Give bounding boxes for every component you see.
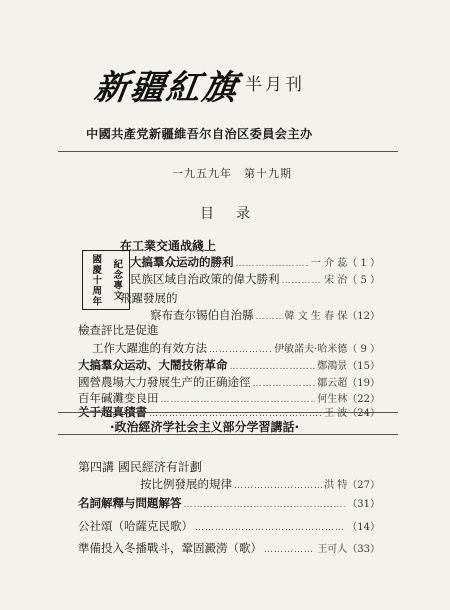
toc-entry-page: （ 1 ） [347,258,380,269]
leader-dots [230,362,316,372]
leader-dots [264,545,315,555]
leader-dots [184,500,346,510]
issue-number: 第十九期 [244,167,292,180]
publisher-line: 中國共產党新疆維吾尔自治区委員会主办 [86,127,313,141]
toc-entry-page: （33） [347,544,380,555]
toc-entry-author: 一 介 蕊 [310,258,348,269]
seal-text-1: 紀念專文 [111,259,123,301]
lecture-heading: 第四講 國民經济有計劃 [78,460,202,474]
section-banner-political-economy: ·政治經济学社会主义部分学習講話· [110,420,300,434]
toc-entry-title: 檢查評比是促進 [78,323,159,337]
toc-entry-title: 工作大躍進的有效方法 [92,341,207,355]
leader-dots [209,345,272,355]
toc-entry-title: 國營農場大力發展生产的正确途徑 [78,375,251,389]
leader-dots [195,523,345,533]
toc-entry-page: （24） [347,408,380,419]
masthead [91,60,335,112]
toc-entry[interactable] [78,322,228,338]
toc-entry-page: （14） [347,522,380,533]
toc-entry-author: 洪 特 [324,480,348,491]
section-heading-industry: 在工業交通战綫上 [120,239,217,253]
toc-heading: 目录 [200,206,272,222]
toc-entry[interactable] [92,340,380,356]
toc-entry-page: （19） [347,378,380,389]
toc-entry-title: 百年碱灘变良田 [78,391,159,405]
masthead-frequency: 半月刊 [245,75,305,95]
issue-date: 一九五九年 [172,167,232,180]
divider-mid-upper [58,412,398,413]
toc-entry-author: 鄭鴻景 [317,361,348,372]
leader-dots [256,312,283,322]
toc-entry[interactable] [78,374,380,390]
toc-entry-title: 飛躍發展的 [120,291,178,305]
toc-entry-author: 王可人 [317,544,348,555]
seal-text-2: 國慶十周年 [90,253,102,307]
toc-entry-author: 王 波 [324,408,348,419]
toc-entry-page: （31） [347,499,380,510]
leader-dots [282,276,323,286]
toc-entry-title: 公社頌（哈薩克民歌） [78,519,193,533]
toc-entry[interactable] [78,357,380,373]
toc-entry[interactable] [78,518,380,534]
toc-entry-page: （27） [347,480,380,491]
toc-entry-author: 伊敏諾夫·哈米德 [274,344,348,355]
toc-entry[interactable] [130,254,380,270]
toc-entry-title: 按比例發展的規律 [140,477,232,491]
toc-entry-author: 韓 文 生 春 保 [284,311,348,322]
toc-entry-title: 大搞羣众运动的勝利 [130,255,234,269]
toc-entry-author: 鄒云超 [317,378,348,389]
toc-entry-page: （ 5 ） [347,275,380,286]
toc-entry-title: 準備投入冬播戰斗，鞏固澱澇（歌） [78,541,262,555]
toc-entry-page: （12） [347,311,380,322]
toc-entry-title: 察布查尔锡伯自治縣 [150,308,254,322]
toc-entry-page: （ 9 ） [347,344,380,355]
toc-entry-title: 名詞解釋与問題解答 [78,496,182,510]
toc-entry-title: 关于超真積書 [78,405,147,419]
toc-entry[interactable] [78,495,380,511]
toc-entry[interactable] [130,271,380,287]
toc-entry[interactable] [140,476,380,492]
toc-entry-author: 宋 治 [324,275,348,286]
toc-entry[interactable] [78,540,380,556]
divider-top [58,151,398,152]
toc-entry[interactable] [120,290,270,306]
masthead-title: 新疆紅旗 [91,68,242,108]
toc-entry-page: （22） [347,394,380,405]
toc-entry[interactable] [150,307,380,323]
leader-dots [236,259,309,269]
toc-entry-author: 何生林 [317,394,348,405]
toc-entry-page: （15） [347,361,380,372]
toc-entry-title: 大搞羣众运动、大鬧技術革命 [78,358,228,372]
toc-entry-title: 民族区域自治政策的偉大勝利 [130,272,280,286]
leader-dots [234,481,322,491]
leader-dots [253,379,316,389]
divider-mid-lower [58,434,398,435]
